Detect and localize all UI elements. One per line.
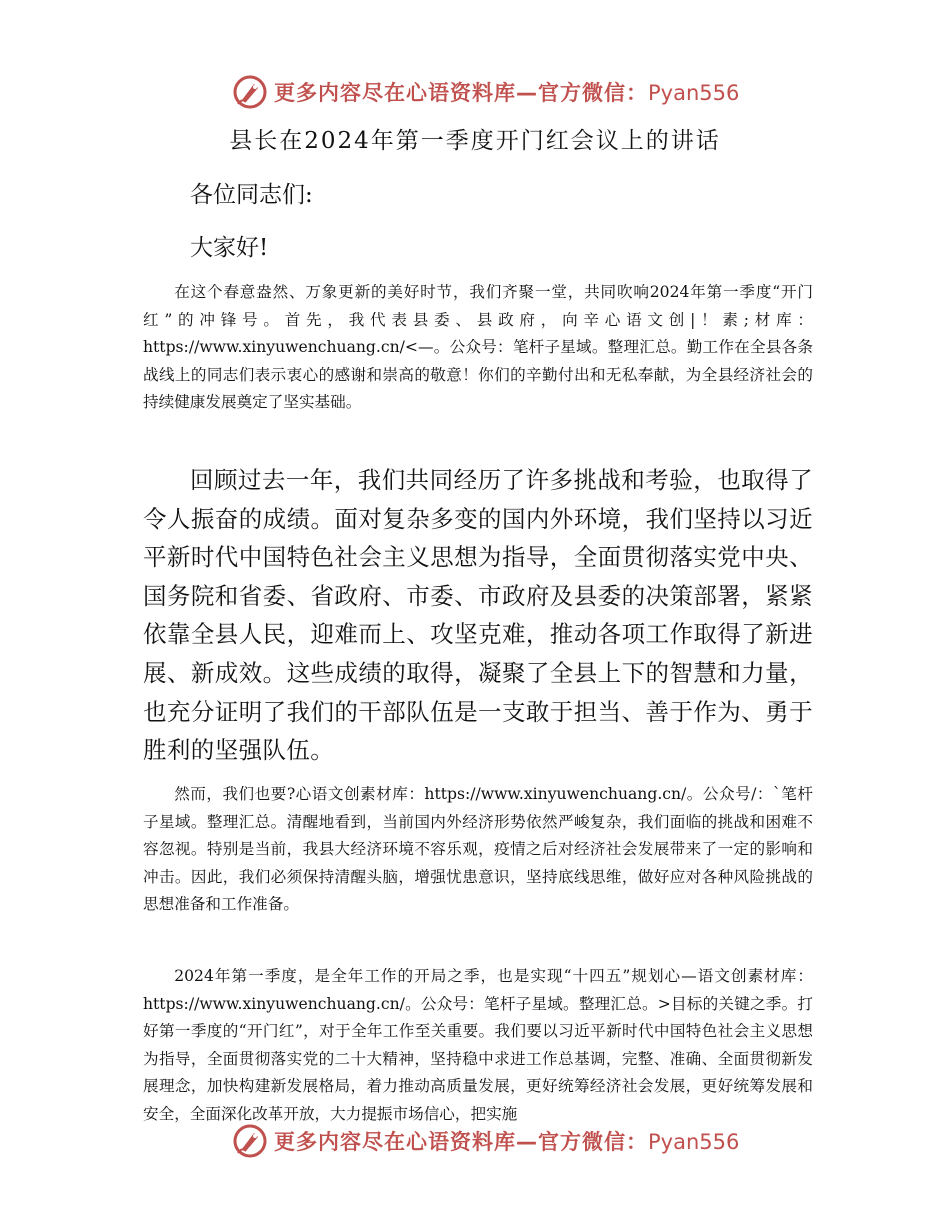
greeting-line: 各位同志们:	[190, 182, 313, 208]
body-paragraph: 然而，我们也要?心语文创素材库：https://www.xinyuwenchuang.cn/。公众号/：`笔杆子星域。整理汇总。清醒地看到，当前国内外经济形势依然严峻复杂，我们面临的挑战和困难不容忽视。特别是当前，我县大经济环境不容乐观，疫情之后对经济社会发展带来了一定的影响和冲击。因此，我们必须保持清醒头脑，增强忧患意识，坚持底线思维，做好应对各种风险挑战的思想准备和工作准备。	[143, 785, 813, 914]
pen-nib-logo-icon	[232, 74, 268, 110]
page-title: 县长在2024年第一季度开门红会议上的讲话	[229, 128, 721, 154]
banner-wechat-id: Pyan556	[648, 1130, 740, 1154]
body-paragraph: 回顾过去一年，我们共同经历了许多挑战和考验，也取得了令人振奋的成绩。面对复杂多变的国内外环境，我们坚持以习近平新时代中国特色社会主义思想为指导，全面贯彻落实党中央、国务院和省委、省政府、市委、市政府及县委的决策部署，紧紧依靠全县人民，迎难而上、攻坚克难，推动各项工作取得了新进展、新成效。这些成绩的取得，凝聚了全县上下的智慧和力量，也充分证明了我们的干部队伍是一支敢于担当、善于作为、勇于胜利的坚强队伍。	[143, 466, 813, 765]
pen-nib-logo-icon	[232, 1123, 268, 1159]
banner-text: 更多内容尽在心语资料库—官方微信：Pyan556	[274, 81, 740, 105]
footer-banner	[232, 1121, 739, 1161]
body-paragraph: 在这个春意盎然、万象更新的美好时节，我们齐聚一堂，共同吹响2024年第一季度“开门红”的冲锋号。首先，我代表县委、县政府，向辛心语文创|！素;材库：https://www.xinyuwenchuang.cn/<—。公众号：笔杆子星域。整理汇总。勤工作在全县各条战线上的同志们表示衷心的感谢和崇高的敬意！你们的辛勤付出和无私奉献，为全县经济社会的持续健康发展奠定了坚实基础。	[143, 283, 813, 412]
banner-text: 更多内容尽在心语资料库—官方微信：Pyan556	[274, 1130, 740, 1154]
body-paragraph: 2024年第一季度，是全年工作的开局之季，也是实现“十四五”规划心—语文创素材库：https://www.xinyuwenchuang.cn/。公众号：笔杆子星域。整理汇总。>目标的关键之季。打好第一季度的“开门红”，对于全年工作至关重要。我们要以习近平新时代中国特色社会主义思想为指导，全面贯彻落实党的二十大精神，坚持稳中求进工作总基调，完整、准确、全面贯彻新发展理念，加快构建新发展格局，着力推动高质量发展，更好统筹经济社会发展，更好统筹发展和安全，全面深化改革开放，大力提振市场信心，把实施	[143, 967, 813, 1123]
greeting-line: 大家好!	[190, 235, 269, 261]
banner-wechat-id: Pyan556	[648, 81, 740, 105]
header-banner	[232, 72, 739, 112]
